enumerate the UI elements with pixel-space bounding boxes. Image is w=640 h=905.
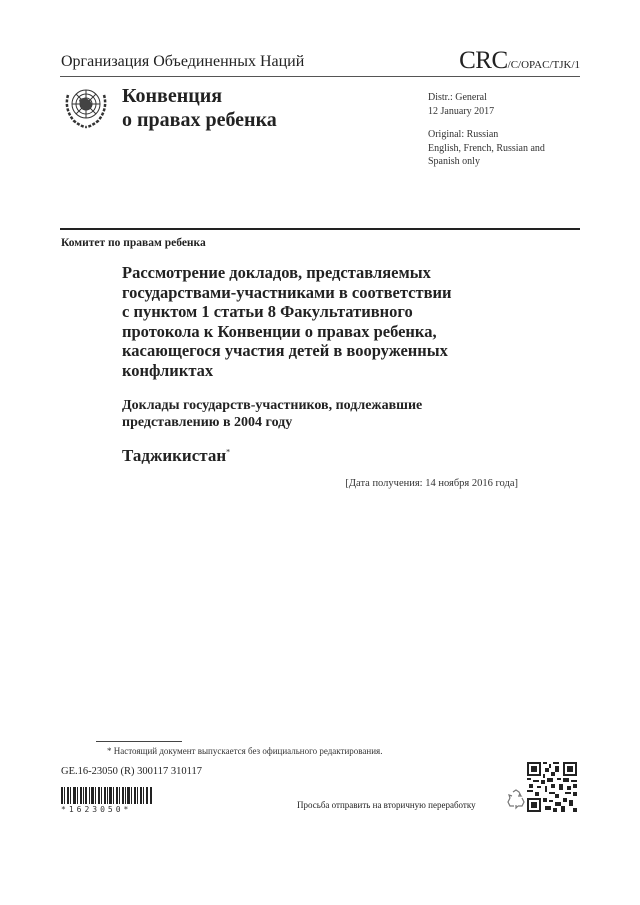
title-line: с пунктом 1 статьи 8 Факультативного: [122, 302, 413, 321]
title-line: конфликтах: [122, 360, 214, 380]
document-number: GE.16-23050 (R) 300117 310117: [61, 766, 202, 777]
subtitle-line: Доклады государств-участников, подлежавшие: [122, 398, 423, 413]
convention-title: [122, 84, 277, 132]
recycle-icon: [505, 788, 527, 810]
original-language: Original: Russian: [428, 129, 499, 140]
un-emblem-icon: [62, 83, 110, 129]
received-date: [Дата получения: 14 ноября 2016 года]: [345, 478, 518, 489]
symbol-suffix: /C/OPAC/TJK/1: [507, 59, 580, 71]
languages-line-2: Spanish only: [428, 156, 480, 167]
document-symbol: [459, 47, 580, 75]
distr-date: 12 January 2017: [428, 105, 495, 117]
title-line: государствами-участниками в соответствии: [122, 282, 452, 302]
convention-line-2: о правах ребенка: [122, 109, 277, 131]
barcode-icon: [61, 787, 153, 804]
header-rule: [60, 76, 580, 77]
title-line: Рассмотрение докладов, представляемых: [122, 263, 431, 282]
qr-code-icon: [527, 762, 577, 812]
distr-label: Distr.: General: [428, 92, 487, 103]
country-heading: [122, 446, 230, 466]
title-line: касающегося участия детей в вооруженных: [122, 341, 448, 360]
document-subtitle: [122, 397, 522, 431]
footnote-rule: [96, 741, 182, 742]
barcode-number: *1623050*: [61, 805, 132, 814]
recycle-notice: Просьба отправить на вторичную переработку: [297, 800, 476, 810]
subtitle-line: представлению в 2004 году: [122, 415, 293, 430]
organization-name: Организация Объединенных Наций: [61, 53, 305, 70]
distribution-block: [428, 91, 545, 169]
symbol-main: CRC: [459, 47, 508, 74]
section-rule: [60, 228, 580, 230]
footnote: * Настоящий документ выпускается без официального редактирования.: [107, 746, 383, 756]
committee-name: Комитет по правам ребенка: [61, 237, 206, 249]
country-name: Таджикистан: [122, 446, 227, 465]
document-title: [122, 263, 522, 380]
footnote-mark: *: [226, 447, 231, 457]
languages-line-1: English, French, Russian and: [428, 142, 545, 154]
title-line: протокола к Конвенции о правах ребенка,: [122, 321, 437, 341]
convention-line-1: Конвенция: [122, 85, 223, 107]
